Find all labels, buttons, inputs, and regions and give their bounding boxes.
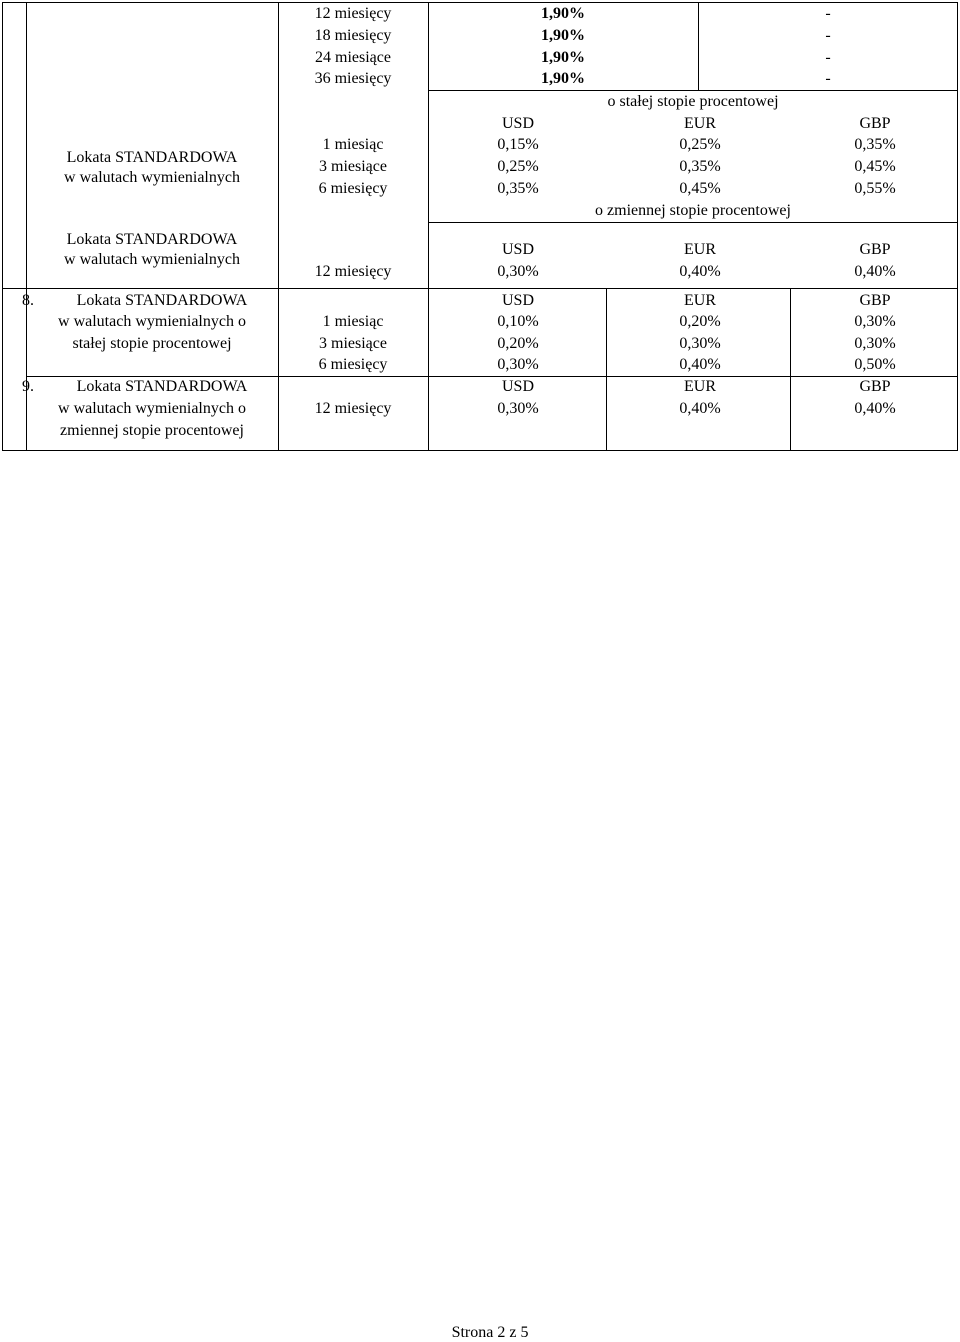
fixed-header: o stałej stopie procentowej — [607, 93, 779, 110]
fixed-currency-gbp: GBP — [859, 115, 891, 132]
fixed-eur-1: 0,25% — [679, 136, 721, 153]
row8-term-1: 1 miesiąc — [322, 313, 384, 330]
variable-term-1: 12 miesięcy — [314, 263, 392, 280]
row8-eur-2: 0,30% — [679, 335, 721, 352]
fixed-gbp-2: 0,45% — [854, 158, 896, 175]
row8-usd-1: 0,10% — [497, 313, 539, 330]
row8-term-3: 6 miesięcy — [318, 356, 388, 373]
top-rate-3: 1,90% — [541, 49, 585, 66]
row9-usd-1: 0,30% — [497, 400, 539, 417]
row9-currency-gbp: GBP — [859, 378, 891, 395]
fixed-label-line-2: w walutach wymienialnych — [64, 169, 240, 186]
row8-label-line-2: w walutach wymienialnych o — [58, 313, 246, 330]
variable-currency-gbp: GBP — [859, 241, 891, 258]
rule-section-split — [2, 288, 958, 289]
fixed-currency-eur: EUR — [684, 115, 716, 132]
rule-fixed-sub — [428, 90, 958, 91]
row9-currency-eur: EUR — [684, 378, 716, 395]
rule-variable-sub — [428, 222, 958, 223]
top-rate-4: 1,90% — [541, 70, 585, 87]
variable-label-line-1: Lokata STANDARDOWA — [66, 231, 238, 248]
row8-label-line-1: Lokata STANDARDOWA — [76, 292, 248, 309]
variable-gbp-1: 0,40% — [854, 263, 896, 280]
top-term-4: 36 miesięcy — [314, 70, 392, 87]
rule-bottom — [2, 450, 958, 451]
fixed-usd-3: 0,35% — [497, 180, 539, 197]
row9-currency-usd: USD — [501, 378, 534, 395]
variable-currency-usd: USD — [501, 241, 534, 258]
fixed-gbp-1: 0,35% — [854, 136, 896, 153]
top-dash-2: - — [825, 27, 831, 44]
top-dash-1: - — [825, 5, 831, 22]
rule-top — [2, 2, 958, 3]
row9-number: 9. — [22, 378, 34, 395]
variable-usd-1: 0,30% — [497, 263, 539, 280]
fixed-gbp-3: 0,55% — [854, 180, 896, 197]
top-rate-1: 1,90% — [541, 5, 585, 22]
fixed-term-1: 1 miesiąc — [322, 136, 384, 153]
top-rate-2: 1,90% — [541, 27, 585, 44]
row8-eur-1: 0,20% — [679, 313, 721, 330]
row9-term-1: 12 miesięcy — [314, 400, 392, 417]
row9-label-line-3: zmiennej stopie procentowej — [60, 422, 244, 439]
fixed-usd-2: 0,25% — [497, 158, 539, 175]
row8-currency-eur: EUR — [684, 292, 716, 309]
row8-currency-gbp: GBP — [859, 292, 891, 309]
row8-eur-3: 0,40% — [679, 356, 721, 373]
rule-left — [2, 2, 3, 451]
row8-number: 8. — [22, 292, 34, 309]
row9-eur-1: 0,40% — [679, 400, 721, 417]
fixed-term-3: 6 miesięcy — [318, 180, 388, 197]
row8-label-line-3: stałej stopie procentowej — [72, 335, 232, 352]
rates-table — [2, 2, 958, 451]
top-term-1: 12 miesięcy — [314, 5, 392, 22]
row8-usd-3: 0,30% — [497, 356, 539, 373]
fixed-eur-3: 0,45% — [679, 180, 721, 197]
fixed-eur-2: 0,35% — [679, 158, 721, 175]
row9-label-line-2: w walutach wymienialnych o — [58, 400, 246, 417]
variable-eur-1: 0,40% — [679, 263, 721, 280]
top-dash-3: - — [825, 49, 831, 66]
row9-label-line-1: Lokata STANDARDOWA — [76, 378, 248, 395]
row8-gbp-1: 0,30% — [854, 313, 896, 330]
row8-gbp-3: 0,50% — [854, 356, 896, 373]
row9-gbp-1: 0,40% — [854, 400, 896, 417]
row8-gbp-2: 0,30% — [854, 335, 896, 352]
variable-label-line-2: w walutach wymienialnych — [64, 251, 240, 268]
fixed-currency-usd: USD — [501, 115, 534, 132]
fixed-label-line-1: Lokata STANDARDOWA — [66, 149, 238, 166]
page-footer: Strona 2 z 5 — [451, 1324, 529, 1341]
variable-currency-eur: EUR — [684, 241, 716, 258]
top-dash-4: - — [825, 70, 831, 87]
row8-usd-2: 0,20% — [497, 335, 539, 352]
fixed-term-2: 3 miesiące — [319, 158, 387, 175]
top-term-3: 24 miesiące — [315, 49, 391, 66]
variable-header: o zmiennej stopie procentowej — [595, 202, 791, 219]
fixed-usd-1: 0,15% — [497, 136, 539, 153]
top-term-2: 18 miesięcy — [314, 27, 392, 44]
row8-currency-usd: USD — [501, 292, 534, 309]
row8-term-2: 3 miesiące — [319, 335, 387, 352]
